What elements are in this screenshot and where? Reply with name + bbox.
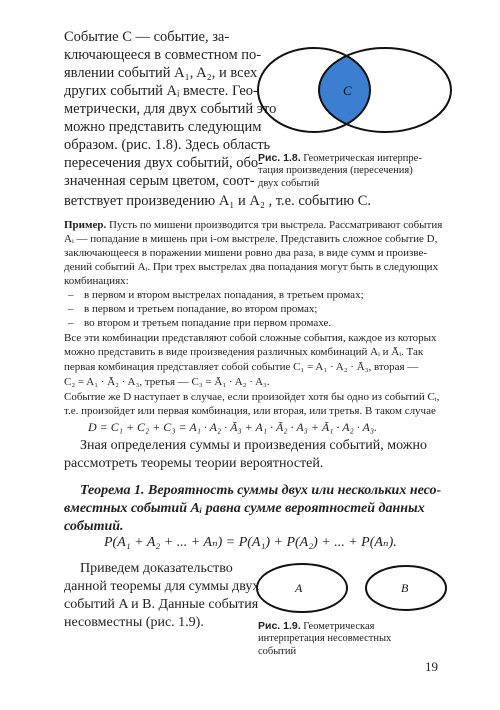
bullet-item: в первом и третьем попадание, во втором промах; — [84, 303, 318, 315]
example-formula: D = C₁ + C₂ + C₃ = A₁ · A₂ · Ā₃ + A₁ · Ā₂ · A₃ + Ā₁ · A₂ · A₃. — [88, 420, 377, 434]
theorem-line: Теорема 1. Вероятность суммы двух или нескольких несо- — [80, 483, 442, 498]
figure-caption — [258, 620, 374, 634]
proof-line: несовместны (рис. 1.9). — [64, 615, 204, 630]
example-after-line: Событие же D наступает в случае, если произойдет хотя бы одно из событий Cᵢ, — [64, 391, 440, 403]
theorem-line: событий. — [64, 519, 124, 534]
page-number: 19 — [425, 659, 438, 674]
example-after-line: т.е. произойдет или первая комбинация, или вторая, или третья. В таком случае — [64, 405, 436, 417]
intro-line: можно представить следующим — [64, 119, 262, 135]
example-after-line: C₂ = A₁ · Ā₂ · A₃, третья — C₃ = Ā₁ · A₂ · A₃. — [64, 376, 270, 388]
intro-line: ключающееся в совместном по- — [64, 47, 262, 63]
label-a: A — [295, 581, 303, 595]
label-b: B — [401, 581, 409, 595]
paragraph-line: рассмотреть теоремы теории вероятностей. — [64, 456, 324, 471]
example-line: заключающееся в поражении мишени ровно два раза, в виде сумм и произве- — [64, 247, 428, 259]
bullet-marker: – — [68, 317, 74, 329]
example-line — [64, 219, 442, 233]
intro-line: метрически, для двух событий это — [64, 101, 277, 117]
intro-line: явлении событий A₁, A₂, и всех — [64, 65, 258, 81]
bullet-marker: – — [68, 303, 74, 315]
bullet-marker: – — [68, 289, 74, 301]
figure-number: Рис. 1.9. — [258, 620, 301, 632]
disjoint-figure — [252, 560, 452, 615]
example-after-line: первая комбинация представляет собой событие C₁ = A₁ · A₂ · Ā₃, вторая — — [64, 361, 419, 373]
intro-last-line: ветствует произведению A₁ и A₂ , т.е. событию C. — [64, 193, 371, 209]
caption-line: интерпретация несовместных — [258, 633, 392, 644]
caption-text: Геометрическая — [303, 621, 375, 632]
caption-line: событий — [258, 646, 297, 657]
intro-line: Событие C — событие, за- — [64, 29, 230, 45]
example-heading: Пример. — [64, 219, 107, 231]
example-line: дений событий Aᵢ. При трех выстрелах два попадания могут быть в следующих — [64, 261, 439, 273]
example-line: комбинациях: — [64, 275, 129, 287]
intro-line: значенная серым цветом, соот- — [64, 173, 255, 189]
paragraph-line: Зная определения суммы и произведения событий, можно — [80, 438, 427, 453]
example-line: Aᵢ — попадание в мишень при i-ом выстреле. Представить сложное событие D, — [64, 233, 438, 245]
intersection-label: C — [343, 83, 352, 98]
caption-line: двух событий — [258, 178, 320, 189]
caption-line: тация произведения (пересечения) — [258, 165, 413, 176]
bullet-item: во втором и третьем попадание при первом промахе. — [84, 317, 332, 329]
bullet-item: в первом и втором выстрелах попадания, в третьем промах; — [84, 289, 364, 301]
figure-number: Рис. 1.8. — [258, 152, 301, 164]
theorem-line: вместных событий Aᵢ равна сумме вероятностей данных — [64, 501, 425, 516]
figure-caption — [258, 152, 422, 166]
intro-line: образом. (рис. 1.8). Здесь область — [64, 137, 271, 153]
proof-line: данной теоремы для суммы двух — [64, 579, 260, 594]
intro-line: пересечения двух событий, обо- — [64, 155, 263, 171]
intro-line: других событий Aᵢ вместе. Гео- — [64, 83, 258, 99]
example-after-line: Все эти комбинации представляют собой сложные события, каждое из которых — [64, 332, 437, 344]
caption-text: Геометрическая интерпре- — [303, 153, 422, 164]
example-text: Пусть по мишени производится три выстрела. Рассматривают события — [109, 219, 443, 231]
theorem-formula: P(A₁ + A₂ + ... + Aₙ) = P(A₁) + P(A₂) + ... + P(Aₙ). — [104, 535, 397, 550]
intersection-figure — [252, 40, 462, 145]
proof-line: событий A и B. Данные события — [64, 597, 259, 612]
example-after-line: можно представить в виде произведения различных комбинаций Aᵢ и Āᵢ. Так — [64, 346, 424, 358]
proof-line: Приведем доказательство — [80, 561, 233, 576]
